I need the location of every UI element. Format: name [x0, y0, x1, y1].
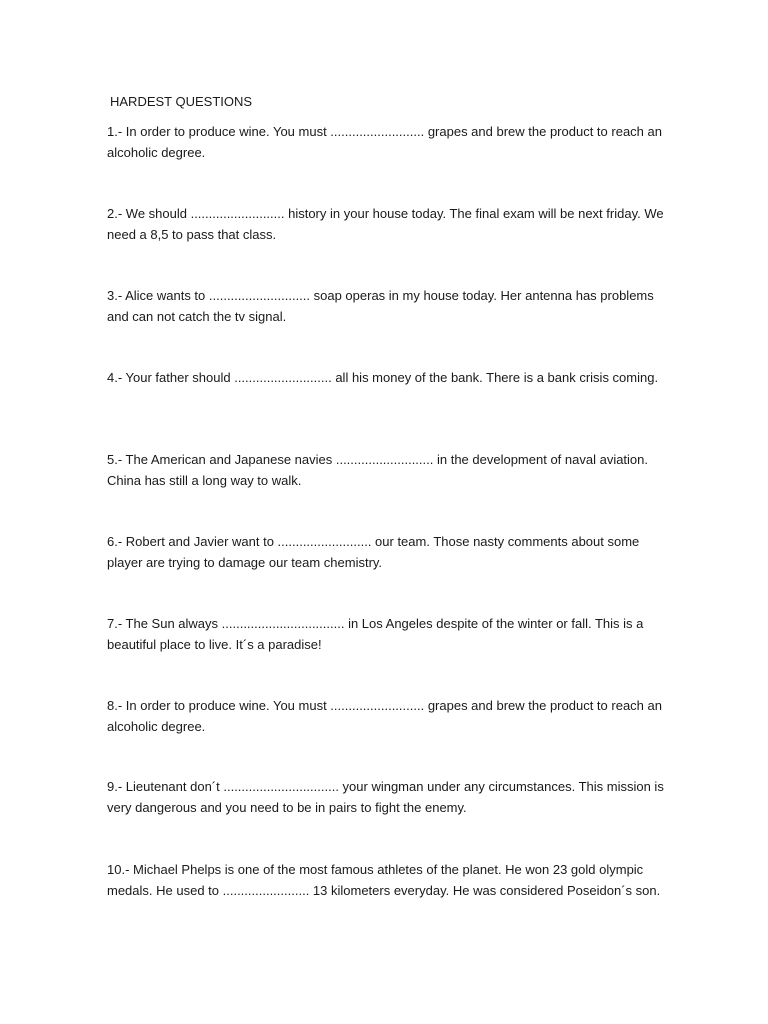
question-1: 1.- In order to produce wine. You must .......................... grapes and brew the product to reach an alcoholic degree. — [107, 124, 662, 160]
question-5: 5.- The American and Japanese navies ........................... in the development of naval aviation. China has still a long way to walk. — [107, 452, 649, 488]
document-title: HARDEST QUESTIONS — [110, 94, 253, 109]
question-10: 10.- Michael Phelps is one of the most famous athletes of the planet. He won 23 gold olympic medals. He used to ........................ 13 kilometers everyday. He was considered Poseidon´s son. — [107, 862, 661, 898]
question-2: 2.- We should .......................... history in your house today. The final exam will be next friday. We need a 8,5 to pass that class. — [107, 206, 664, 242]
question-8: 8.- In order to produce wine. You must .......................... grapes and brew the product to reach an alcoholic degree. — [107, 698, 662, 734]
question-9: 9.- Lieutenant don´t ................................ your wingman under any circumstances. This mission is very dangerous and you need to be in pairs to fight the enemy. — [107, 779, 664, 815]
question-7: 7.- The Sun always .................................. in Los Angeles despite of the winter or fall. This is a beautiful place to live. It´s a paradise! — [107, 616, 644, 652]
question-3: 3.- Alice wants to ............................ soap operas in my house today. Her antenna has problems and can not catch the tv signal. — [107, 288, 654, 324]
question-6: 6.- Robert and Javier want to .......................... our team. Those nasty comments about some player are trying to damage our team chemistry. — [107, 534, 640, 570]
question-4: 4.- Your father should ........................... all his money of the bank. There is a bank crisis coming. — [107, 370, 659, 385]
